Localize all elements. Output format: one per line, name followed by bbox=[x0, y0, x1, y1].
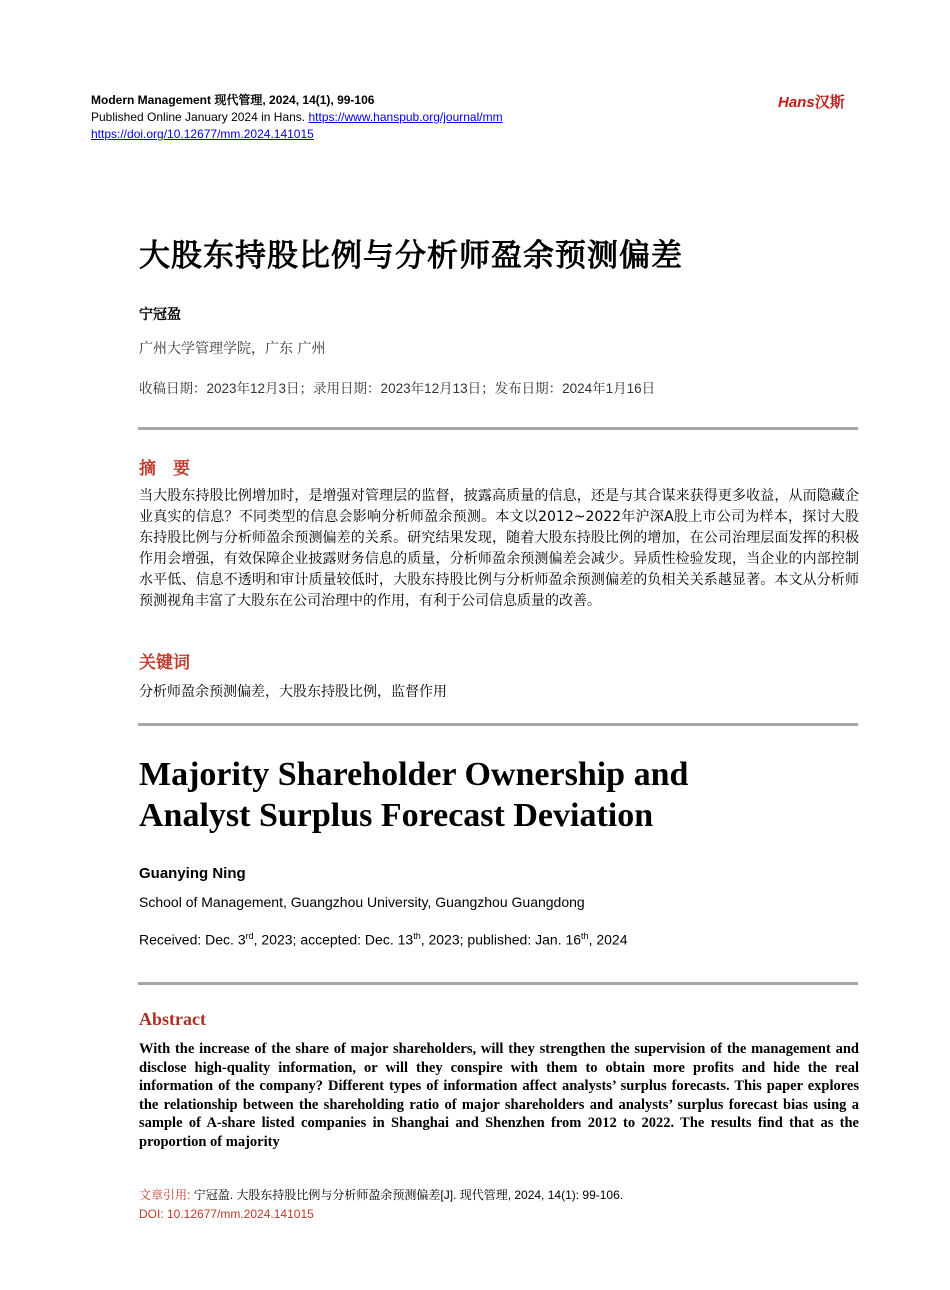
english-abstract bbox=[139, 1040, 859, 1152]
accepted-label: , 2023; accepted: Dec. 13 bbox=[253, 931, 414, 948]
english-title-line: Majority Shareholder Ownership and bbox=[139, 756, 689, 793]
journal-header bbox=[91, 92, 503, 143]
received-sup: rd bbox=[245, 931, 254, 941]
citation-label: 文章引用: bbox=[139, 1188, 191, 1202]
chinese-abstract-heading: 摘 要 bbox=[139, 459, 190, 478]
english-abstract-heading: Abstract bbox=[139, 1009, 206, 1029]
published-sup: th bbox=[581, 931, 589, 941]
accepted-sup: th bbox=[413, 931, 421, 941]
journal-name: Modern Management bbox=[91, 93, 212, 107]
logo-cn: 汉斯 bbox=[814, 94, 845, 111]
chinese-author: 宁冠盈 bbox=[139, 306, 181, 322]
chinese-dates: 收稿日期：2023年12月3日；录用日期：2023年12月13日；发布日期：2024年1月16日 bbox=[139, 381, 656, 396]
chinese-keywords: 分析师盈余预测偏差，大股东持股比例，监督作用 bbox=[139, 684, 447, 700]
citation-doi: DOI: 10.12677/mm.2024.141015 bbox=[139, 1207, 314, 1221]
divider bbox=[138, 982, 858, 985]
journal-issue: 现代管理, 2024, 14(1), 99-106 bbox=[214, 93, 375, 107]
english-affiliation: School of Management, Guangzhou University, Guangzhou Guangdong bbox=[139, 894, 585, 910]
english-title-line: Analyst Surplus Forecast Deviation bbox=[139, 797, 654, 834]
english-author: Guanying Ning bbox=[139, 865, 246, 882]
chinese-affiliation: 广州大学管理学院，广东 广州 bbox=[139, 341, 326, 357]
chinese-abstract-text: 当大股东持股比例增加时，是增强对管理层的监督，披露高质量的信息，还是与其合谋来获得更多收益，从而隐藏企业真实的信息？不同类型的信息会影响分析师盈余预测。本文以2012~2022年沪深A股上市公司为样本，探讨大股东持股比例与分析师盈余预测偏差的关系。研究结果发现，随着大股东持股比例的增加，在公司治理层面发挥的积极作用会增强，有效保障企业披露财务信息的质量，分析师盈余预测偏差会减少。异质性检验发现，当企业的内部控制水平低、信息不透明和审计质量较低时，大股东持股比例与分析师盈余预测偏差的负相关关系越显著。本文从分析师预测视角丰富了大股东在公司治理中的作用，有利于公司信息质量的改善。 bbox=[139, 488, 859, 609]
citation-text: 宁冠盈. 大股东持股比例与分析师盈余预测偏差[J]. 现代管理, 2024, 14(1): 99-106. bbox=[193, 1188, 624, 1202]
english-dates bbox=[139, 931, 628, 948]
divider bbox=[138, 427, 858, 430]
logo-latin: Hans bbox=[778, 94, 815, 111]
doi-link[interactable]: https://doi.org/10.12677/mm.2024.141015 bbox=[91, 127, 314, 141]
english-title bbox=[139, 754, 859, 836]
received-label: Received: Dec. 3 bbox=[139, 931, 246, 948]
english-abstract-text: With the increase of the share of major shareholders, will they strengthen the supervision of the management and disclose high-quality information, or will they conspire with them to obtain more profits and hide the real information of the company? Different types of information affect analysts’ surplus forecasts. This paper explores the relationship between the shareholding ratio of major shareholders and analysts’ surplus forecast bias using a sample of A-share listed companies in Shanghai and Shenzhen from 2012 to 2022. The results find that as the proportion of majority bbox=[139, 1041, 859, 1150]
journal-url-link[interactable]: https://www.hanspub.org/journal/mm bbox=[308, 110, 503, 124]
published-label: , 2023; published: Jan. 16 bbox=[420, 931, 582, 948]
chinese-title: 大股东持股比例与分析师盈余预测偏差 bbox=[139, 238, 683, 274]
citation-block bbox=[139, 1186, 623, 1224]
year-end: , 2024 bbox=[588, 931, 628, 948]
hans-logo bbox=[778, 91, 845, 112]
published-line: Published Online January 2024 in Hans. bbox=[91, 110, 306, 124]
chinese-abstract bbox=[139, 486, 859, 612]
chinese-keywords-heading: 关键词 bbox=[139, 653, 190, 672]
divider bbox=[138, 723, 858, 726]
